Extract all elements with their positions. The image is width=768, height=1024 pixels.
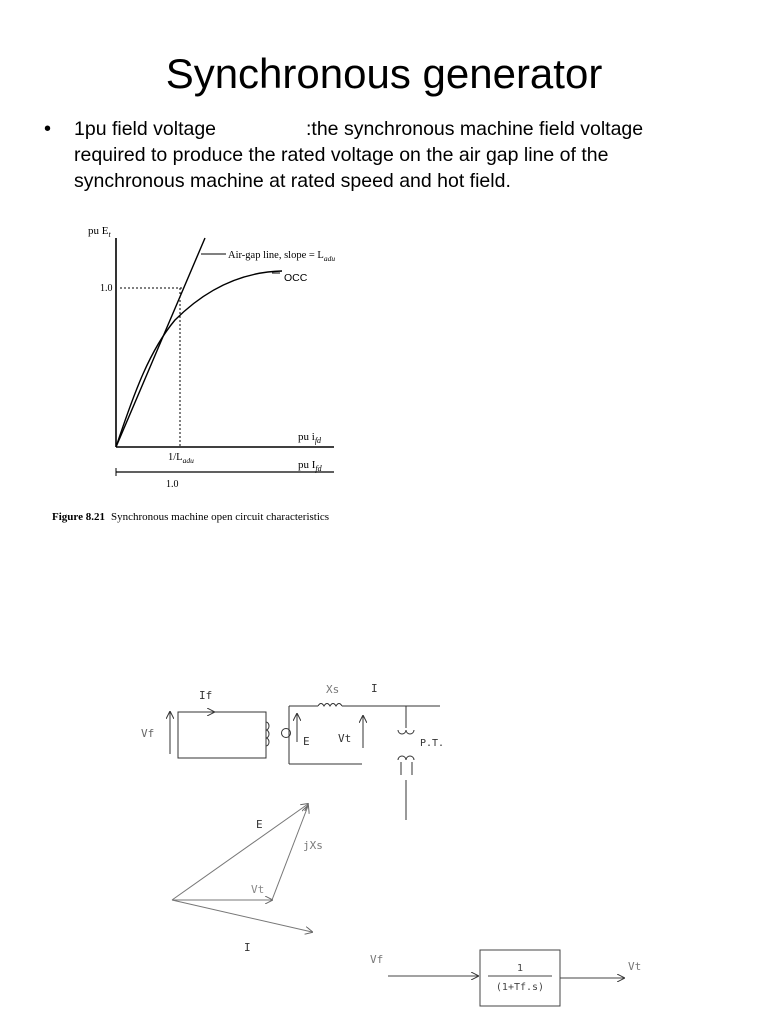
bullet-definition: :the synchronous machine field voltage required to produce the rated voltage on the air gap line of the synchronous machine at rated speed and hot field. — [74, 118, 644, 192]
i-phasor — [172, 900, 312, 932]
bullet-marker: • — [44, 118, 52, 140]
x-tick-one-label: 1.0 — [166, 479, 179, 490]
block-denominator: (1+Tf.s) — [495, 982, 545, 993]
phasor-e-label: E — [256, 818, 263, 831]
block-input-label: Vf — [370, 953, 384, 966]
phasor-diagram — [172, 804, 312, 932]
block-labels — [370, 953, 641, 993]
pt-secondary — [398, 756, 414, 760]
vf-label: Vf — [141, 727, 155, 740]
xs-label: Xs — [326, 683, 340, 696]
x-tick-inv-label: $1/L_{adu}$ — [168, 452, 194, 465]
circuit-diagram — [170, 704, 440, 821]
pt-primary — [398, 730, 414, 734]
i-label: I — [371, 682, 378, 695]
phasor-vt-label: Vt — [251, 883, 265, 896]
y-tick-label: 1.0 — [100, 283, 113, 294]
bullet-term: 1pu field voltage — [74, 118, 217, 140]
transfer-function-box — [480, 950, 560, 1006]
e-label: E — [303, 735, 310, 748]
pt-label: P.T. — [420, 738, 445, 749]
x-label-ifd: pu $i_{fd}$ — [298, 431, 322, 445]
circuit-labels — [141, 682, 444, 749]
occ-curve — [116, 271, 282, 447]
e-phasor — [172, 804, 308, 900]
vt-label: Vt — [338, 732, 352, 745]
block-numerator: 1 — [516, 963, 524, 974]
slide-title: Synchronous generator — [165, 50, 603, 97]
figure-caption: Figure 8.21 Synchronous machine open circuit characteristics — [52, 511, 330, 523]
airgap-line — [116, 238, 205, 447]
if-label: If — [199, 689, 213, 702]
occ-label: OCC — [284, 272, 308, 284]
block-diagram — [388, 950, 624, 1006]
field-loop — [178, 712, 266, 758]
y-axis-label: pu $E_t$ — [88, 225, 111, 239]
x-label-Ifd: pu $I_{fd}$ — [298, 459, 322, 473]
xs-reactance — [318, 704, 342, 707]
phasor-i-label: I — [244, 941, 251, 954]
airgap-label: Air-gap line, slope = $L_{adu}$ — [228, 250, 336, 263]
phasor-jxs-label: jXs — [303, 839, 323, 852]
phasor-labels — [244, 818, 323, 954]
jxs-phasor — [272, 806, 308, 900]
occ-figure — [52, 225, 335, 523]
block-output-label: Vt — [628, 960, 642, 973]
